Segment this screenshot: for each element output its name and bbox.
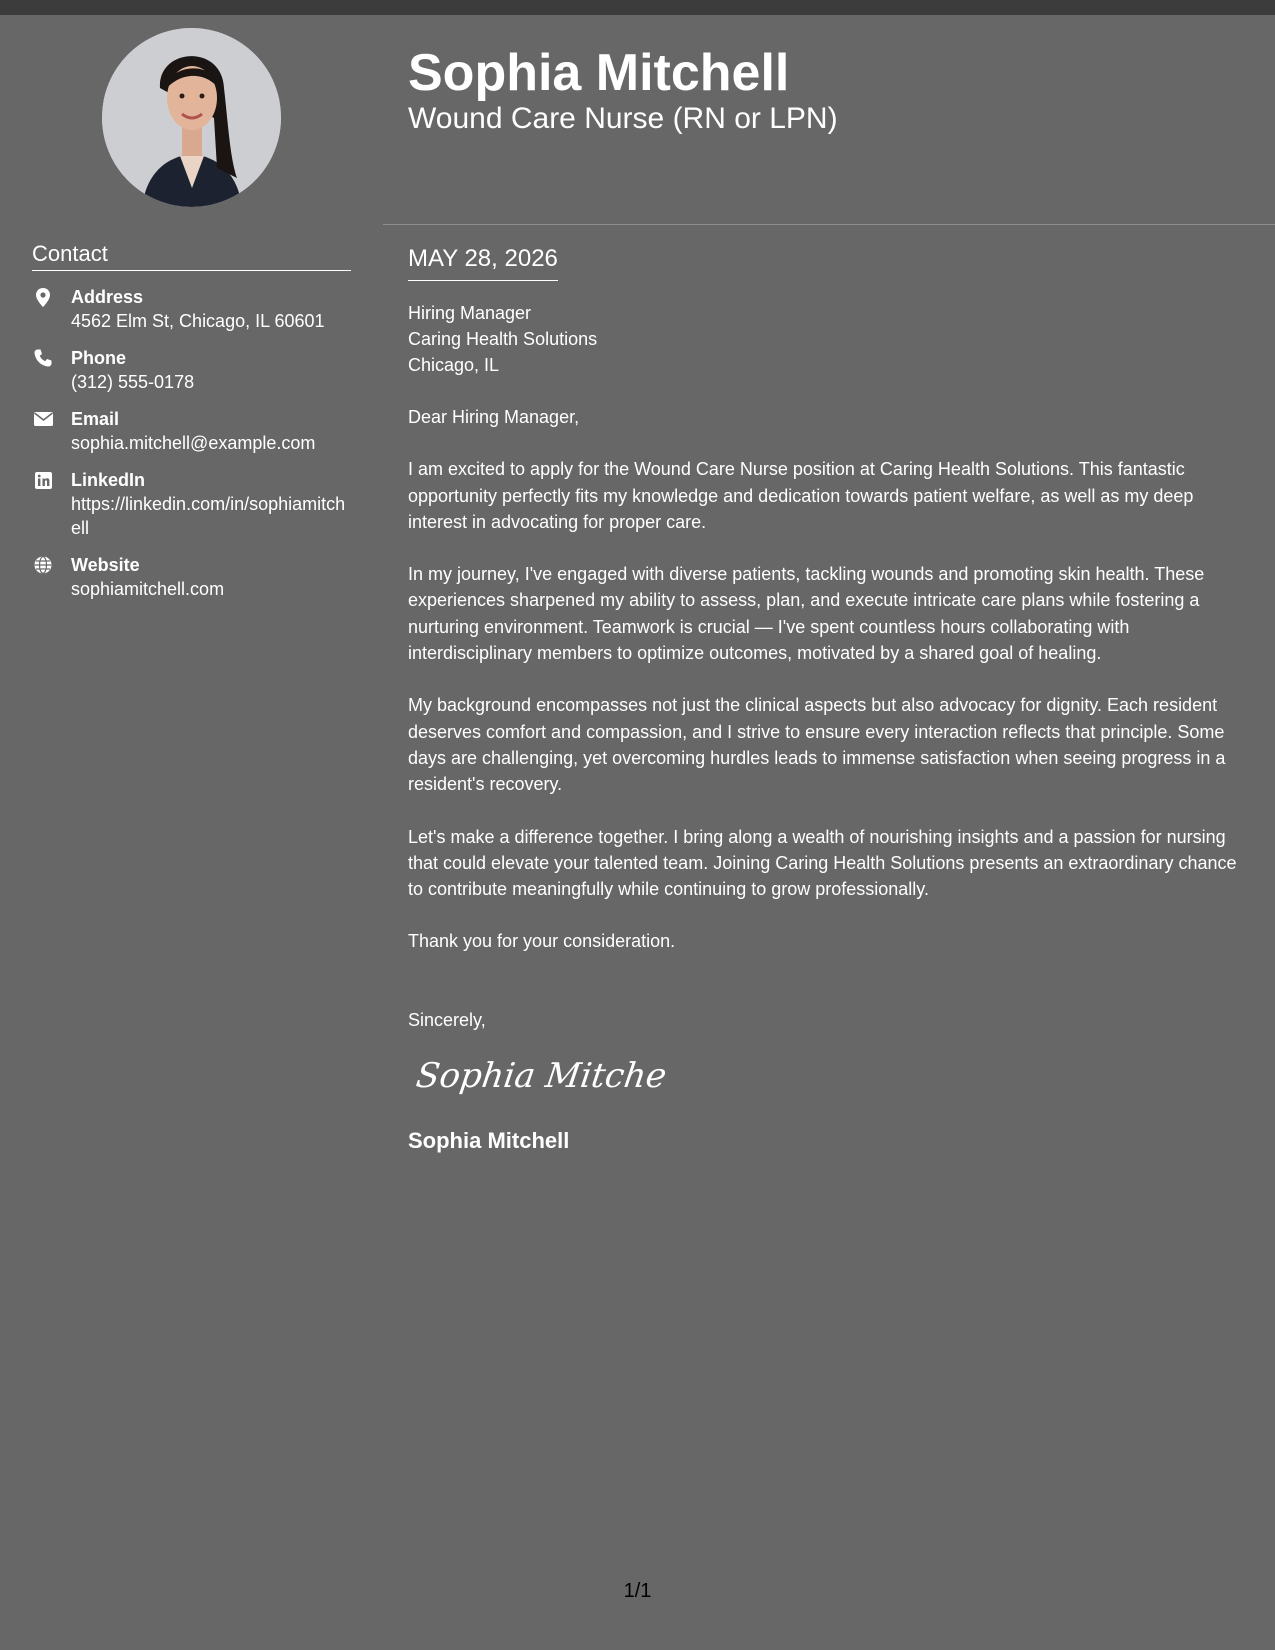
top-bar — [0, 0, 1275, 15]
location-pin-icon — [33, 287, 53, 307]
paragraph: Let's make a difference together. I bring along a wealth of nourishing insights and a passion for nursing that could elevate your talented team. Joining Caring Health Solutions presents an extraordinary chance to contribute meaningfully while continuing to grow professionally. — [408, 826, 1237, 900]
thanks-line: Thank you for your consideration. — [408, 931, 676, 952]
signature-text: Sophia Mitchell — [416, 1056, 666, 1097]
recipient-company: Caring Health Solutions — [408, 329, 598, 349]
contact-item-address — [32, 285, 352, 333]
phone-label: Phone — [71, 348, 127, 368]
signature — [416, 1051, 1248, 1108]
sidebar — [0, 15, 383, 1650]
letter-date: MAY 28, 2026 — [408, 244, 558, 281]
job-title: Wound Care Nurse (RN or LPN) — [408, 102, 838, 135]
salutation: Dear Hiring Manager, — [408, 407, 580, 427]
linkedin-label: LinkedIn — [71, 470, 146, 490]
phone-icon — [33, 348, 53, 368]
linkedin-value[interactable]: https://linkedin.com/in/sophiamitchell — [71, 494, 346, 538]
website-label: Website — [71, 555, 140, 575]
contact-item-email — [32, 407, 352, 455]
header-divider — [383, 224, 1275, 225]
contact-item-linkedin — [32, 468, 352, 540]
header — [408, 45, 1248, 137]
paragraph: My background encompasses not just the clinical aspects but also advocacy for dignity. Each resident deserves comfort and compassion, and I strive to ensure every interaction reflects that principle. Some days are challenging, yet overcoming hurdles leads to immense satisfaction when seeing progress in a resident's recovery. — [408, 695, 1226, 795]
letter-body — [408, 244, 1248, 1156]
envelope-icon — [33, 409, 53, 429]
paragraph: I am excited to apply for the Wound Care Nurse position at Caring Health Solutions. This fantastic opportunity perfectly fits my knowledge and dedication towards patient welfare, as well as my deep interest in advocating for proper care. — [408, 459, 1194, 532]
address-value: 4562 Elm St, Chicago, IL 60601 — [71, 311, 325, 331]
email-value: sophia.mitchell@example.com — [71, 433, 316, 453]
page-number: 1/1 — [623, 1580, 652, 1602]
cover-letter-page — [0, 15, 1275, 1650]
signer-name: Sophia Mitchell — [408, 1128, 570, 1154]
profile-photo — [102, 28, 281, 207]
recipient-block — [408, 300, 1248, 378]
applicant-name: Sophia Mitchell — [408, 44, 790, 102]
contact-heading: Contact — [32, 241, 351, 271]
globe-icon — [33, 555, 53, 575]
closing: Sincerely, — [408, 1009, 486, 1030]
linkedin-icon — [33, 470, 53, 490]
paragraph: In my journey, I've engaged with diverse patients, tackling wounds and promoting skin health. These experiences sharpened my ability to assess, plan, and execute intricate care plans while fostering a nurturing environment. Teamwork is crucial — I've spent countless hours collaborating with interdisciplinary members to optimize outcomes, motivated by a shared goal of healing. — [408, 564, 1205, 664]
phone-value: (312) 555-0178 — [71, 372, 195, 392]
recipient-title: Hiring Manager — [408, 303, 532, 323]
contact-item-phone — [32, 346, 352, 394]
email-label: Email — [71, 409, 120, 429]
website-value[interactable]: sophiamitchell.com — [71, 579, 225, 599]
address-label: Address — [71, 287, 144, 307]
contact-item-website — [32, 553, 352, 601]
contact-list — [32, 285, 352, 614]
recipient-location: Chicago, IL — [408, 355, 500, 375]
